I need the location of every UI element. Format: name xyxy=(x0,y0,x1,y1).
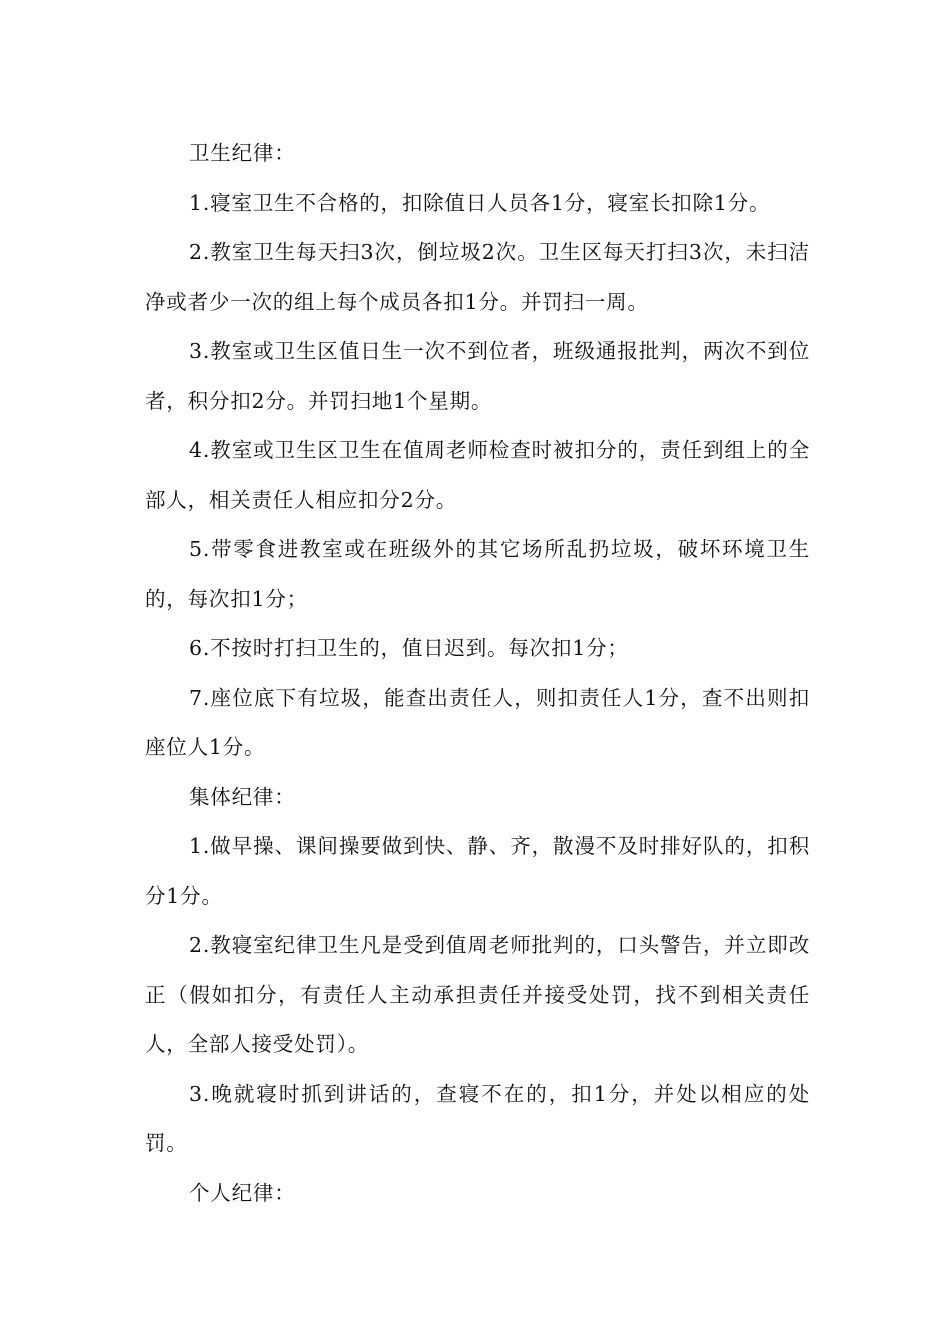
collective-rule-1: 1.做早操、课间操要做到快、静、齐，散漫不及时排好队的，扣积分1分。 xyxy=(145,834,810,908)
collective-rule-3: 3.晚就寝时抓到讲话的，查寝不在的，扣1分，并处以相应的处罚。 xyxy=(145,1081,810,1155)
hygiene-rule-5: 5.带零食进教室或在班级外的其它场所乱扔垃圾，破坏环境卫生的，每次扣1分； xyxy=(145,537,810,611)
document-page xyxy=(145,129,810,1218)
hygiene-rule-2: 2.教室卫生每天扫3次，倒垃圾2次。卫生区每天打扫3次，未扫洁净或者少一次的组上每个成员各扣1分。并罚扫一周。 xyxy=(145,240,810,314)
section-heading-hygiene: 卫生纪律： xyxy=(189,141,296,165)
hygiene-rule-6: 6.不按时打扫卫生的，值日迟到。每次扣1分； xyxy=(189,636,629,660)
section-heading-collective: 集体纪律： xyxy=(189,784,296,809)
hygiene-rule-1: 1.寝室卫生不合格的，扣除值日人员各1分，寝室长扣除1分。 xyxy=(189,190,771,215)
collective-rule-2: 2.教寝室纪律卫生凡是受到值周老师批判的，口头警告，并立即改正（假如扣分，有责任人主动承担责任并接受处罚，找不到相关责任人，全部人接受处罚）。 xyxy=(145,933,810,1056)
hygiene-rule-7: 7.座位底下有垃圾，能查出责任人，则扣责任人1分，查不出则扣座位人1分。 xyxy=(145,685,810,759)
hygiene-rule-3: 3.教室或卫生区值日生一次不到位者，班级通报批判，两次不到位者，积分扣2分。并罚扫地1个星期。 xyxy=(145,339,810,413)
hygiene-rule-4: 4.教室或卫生区卫生在值周老师检查时被扣分的，责任到组上的全部人，相关责任人相应扣分2分。 xyxy=(145,438,810,512)
section-heading-personal: 个人纪律： xyxy=(189,1180,296,1205)
